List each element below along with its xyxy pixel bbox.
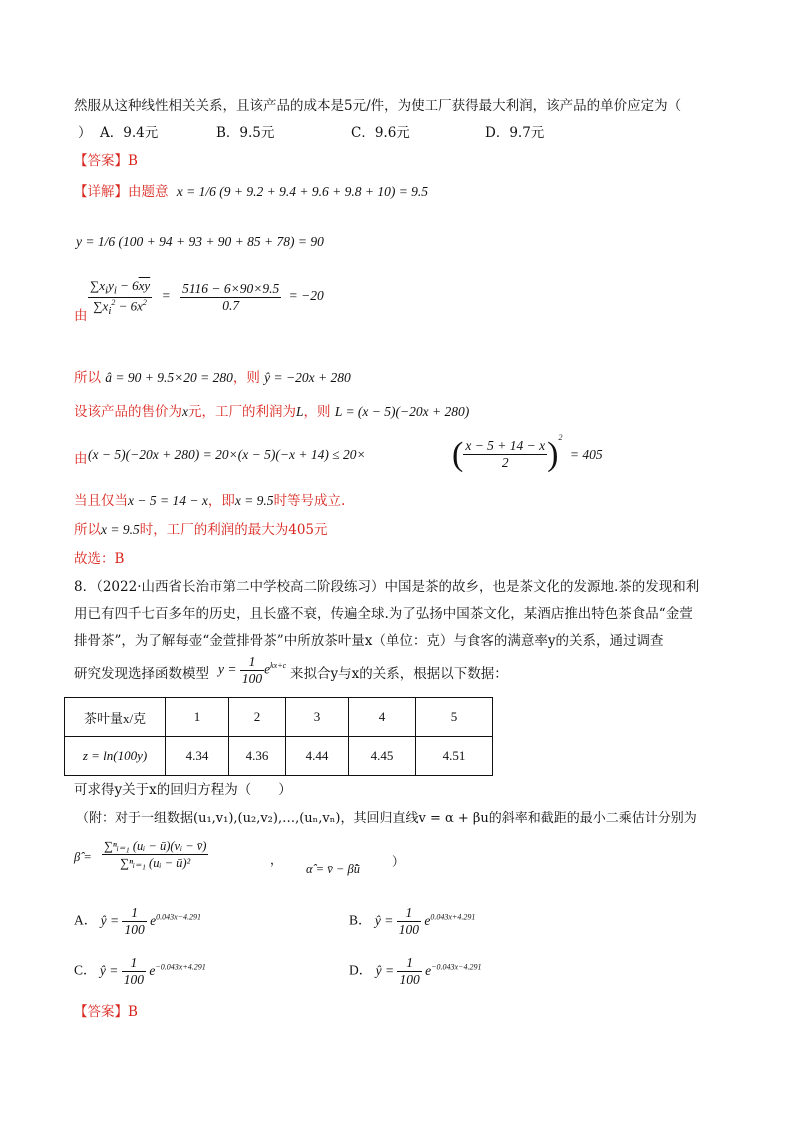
answer-value: B — [128, 1004, 138, 1020]
alpha-formula: α̂ = v̄ − β̂ū — [306, 862, 360, 876]
a-hat-line — [74, 366, 351, 386]
table-cell: z = ln(100y) — [65, 737, 166, 776]
ineq-fraction-num: x − 5 + 14 − x — [465, 438, 546, 454]
prev-stem-line1: 然服从这种线性相关关系，且该产品的成本是5元/件，为使工厂获得最大利润，该产品的单价应定为（ — [74, 98, 682, 114]
q8-line1: 8．（2022·山西省长治市第二中学校高二阶段练习）中国是茶的故乡，也是茶文化的发源地.茶的发现和利 — [74, 579, 700, 595]
table-header-cell: 3 — [286, 698, 349, 737]
answer-label: 【答案】 — [74, 1004, 128, 1020]
table-header-cell: 2 — [229, 698, 286, 737]
table-cell: 4.34 — [166, 737, 229, 776]
prev-option-a: A．9.4元 — [100, 125, 159, 141]
inequality-left: (x − 5)(−20x + 280) = 20×(x − 5)(−x + 14) ≤ 20× — [88, 447, 366, 462]
table-cell: 4.45 — [349, 737, 416, 776]
q8-option-b[interactable]: B． ŷ = $\frac{1}{100}$ $e^{0.043x+4.291}$ — [349, 905, 476, 937]
q8-ask: 可求得y关于x的回归方程为（ ） — [74, 782, 292, 798]
table-header-cell: 茶叶量x/克 — [65, 698, 166, 737]
profit-definition-line: 设该产品的售价为x元，工厂的利润为L，则 L = (x − 5)(−20x + 280) — [74, 404, 470, 420]
q8-line2: 用已有四千七百多年的历史，且长盛不衰，传遍全球.为了弘扬中国茶文化，某酒店推出特色茶食品“金萱 — [74, 606, 693, 622]
answer-label: 【答案】 — [74, 153, 128, 169]
q8-option-d[interactable]: D． ŷ = $\frac{1}{100}$ $e^{-0.043x-4.291}$ — [349, 955, 482, 987]
prev-option-b: B．9.5元 — [216, 125, 275, 141]
q8-line3: 排骨茶”，为了解每壶“金萱排骨茶”中所放茶叶量x（单位：克）与食客的满意率y的关系，通过调查 — [74, 633, 664, 649]
q8-option-c[interactable]: C． ŷ = $\frac{1}{100}$ $e^{-0.043x+4.291}$ — [74, 955, 206, 987]
profit-equation: L = (x − 5)(−20x + 280) — [334, 404, 470, 419]
detail-xbar-line — [74, 180, 428, 200]
b-prefix: 由 — [74, 308, 88, 324]
detail-intro: 由题意 — [128, 184, 169, 200]
equality-condition-line: 当且仅当x − 5 = 14 − x，即x = 9.5时等号成立. — [74, 493, 346, 509]
table-cell: 4.51 — [416, 737, 493, 776]
table-cell: 4.44 — [286, 737, 349, 776]
table-header-cell: 4 — [349, 698, 416, 737]
choice-line: 故选：B — [74, 551, 125, 567]
regression-line-equation: ŷ = −20x + 280 — [264, 370, 351, 385]
ybar-equation: y = 1/6 (100 + 94 + 93 + 90 + 85 + 78) = 90 — [76, 234, 324, 249]
q8-answer — [74, 1000, 138, 1020]
a-mid: ，则 — [232, 370, 260, 386]
q8-option-a[interactable]: A． ŷ = $\frac{1}{100}$ $e^{0.043x-4.291}$ — [74, 905, 202, 937]
prev-answer — [74, 149, 138, 169]
b-result: = −20 — [288, 288, 324, 304]
prev-option-c: C．9.6元 — [351, 125, 410, 141]
table-header-cell: 5 — [416, 698, 493, 737]
xbar-equation: x = 1/6 (9 + 9.2 + 9.4 + 9.6 + 9.8 + 10) = 9.5 — [176, 184, 429, 199]
answer-value: B — [128, 153, 138, 169]
b-numerator: 5116 − 6×90×9.5 — [182, 280, 280, 296]
table-header-cell: 1 — [166, 698, 229, 737]
data-table — [64, 697, 493, 776]
table-row — [65, 698, 493, 737]
model-formula: y = $\frac{1}{100}$ $e^{kx+c}$ — [218, 654, 287, 686]
q8-note: （附：对于一组数据(u₁,v₁),(u₂,v₂),…,(uₙ,vₙ)，其回归直线v = α + βu的斜率和截距的最小二乘估计分别为 — [76, 811, 697, 826]
table-row — [65, 737, 493, 776]
max-profit-line: 所以x = 9.5时，工厂的利润的最大为405元 — [74, 522, 328, 538]
detail-label: 【详解】 — [74, 184, 128, 200]
ineq-result: = 405 — [569, 446, 603, 462]
prev-option-d: D．9.7元 — [485, 125, 545, 141]
b-denominator: 0.7 — [222, 297, 240, 313]
a-prefix: 所以 — [74, 370, 101, 386]
ineq-fraction-den: 2 — [501, 455, 509, 471]
b-hat-formula: $\frac{\sum x_iy_i - 6\overline{xy}}{\sum x_i^2 - 6\overline{x}^2}$ = $\frac{5116 - 6\times 90\times 9.5}{0.7}$ = −20 — [90, 278, 324, 317]
table-cell: 4.36 — [229, 737, 286, 776]
prev-stem-paren: ） — [78, 125, 92, 141]
a-hat-equation: â = 90 + 9.5×20 = 280 — [105, 370, 233, 385]
ineq-exponent: 2 — [558, 433, 563, 442]
